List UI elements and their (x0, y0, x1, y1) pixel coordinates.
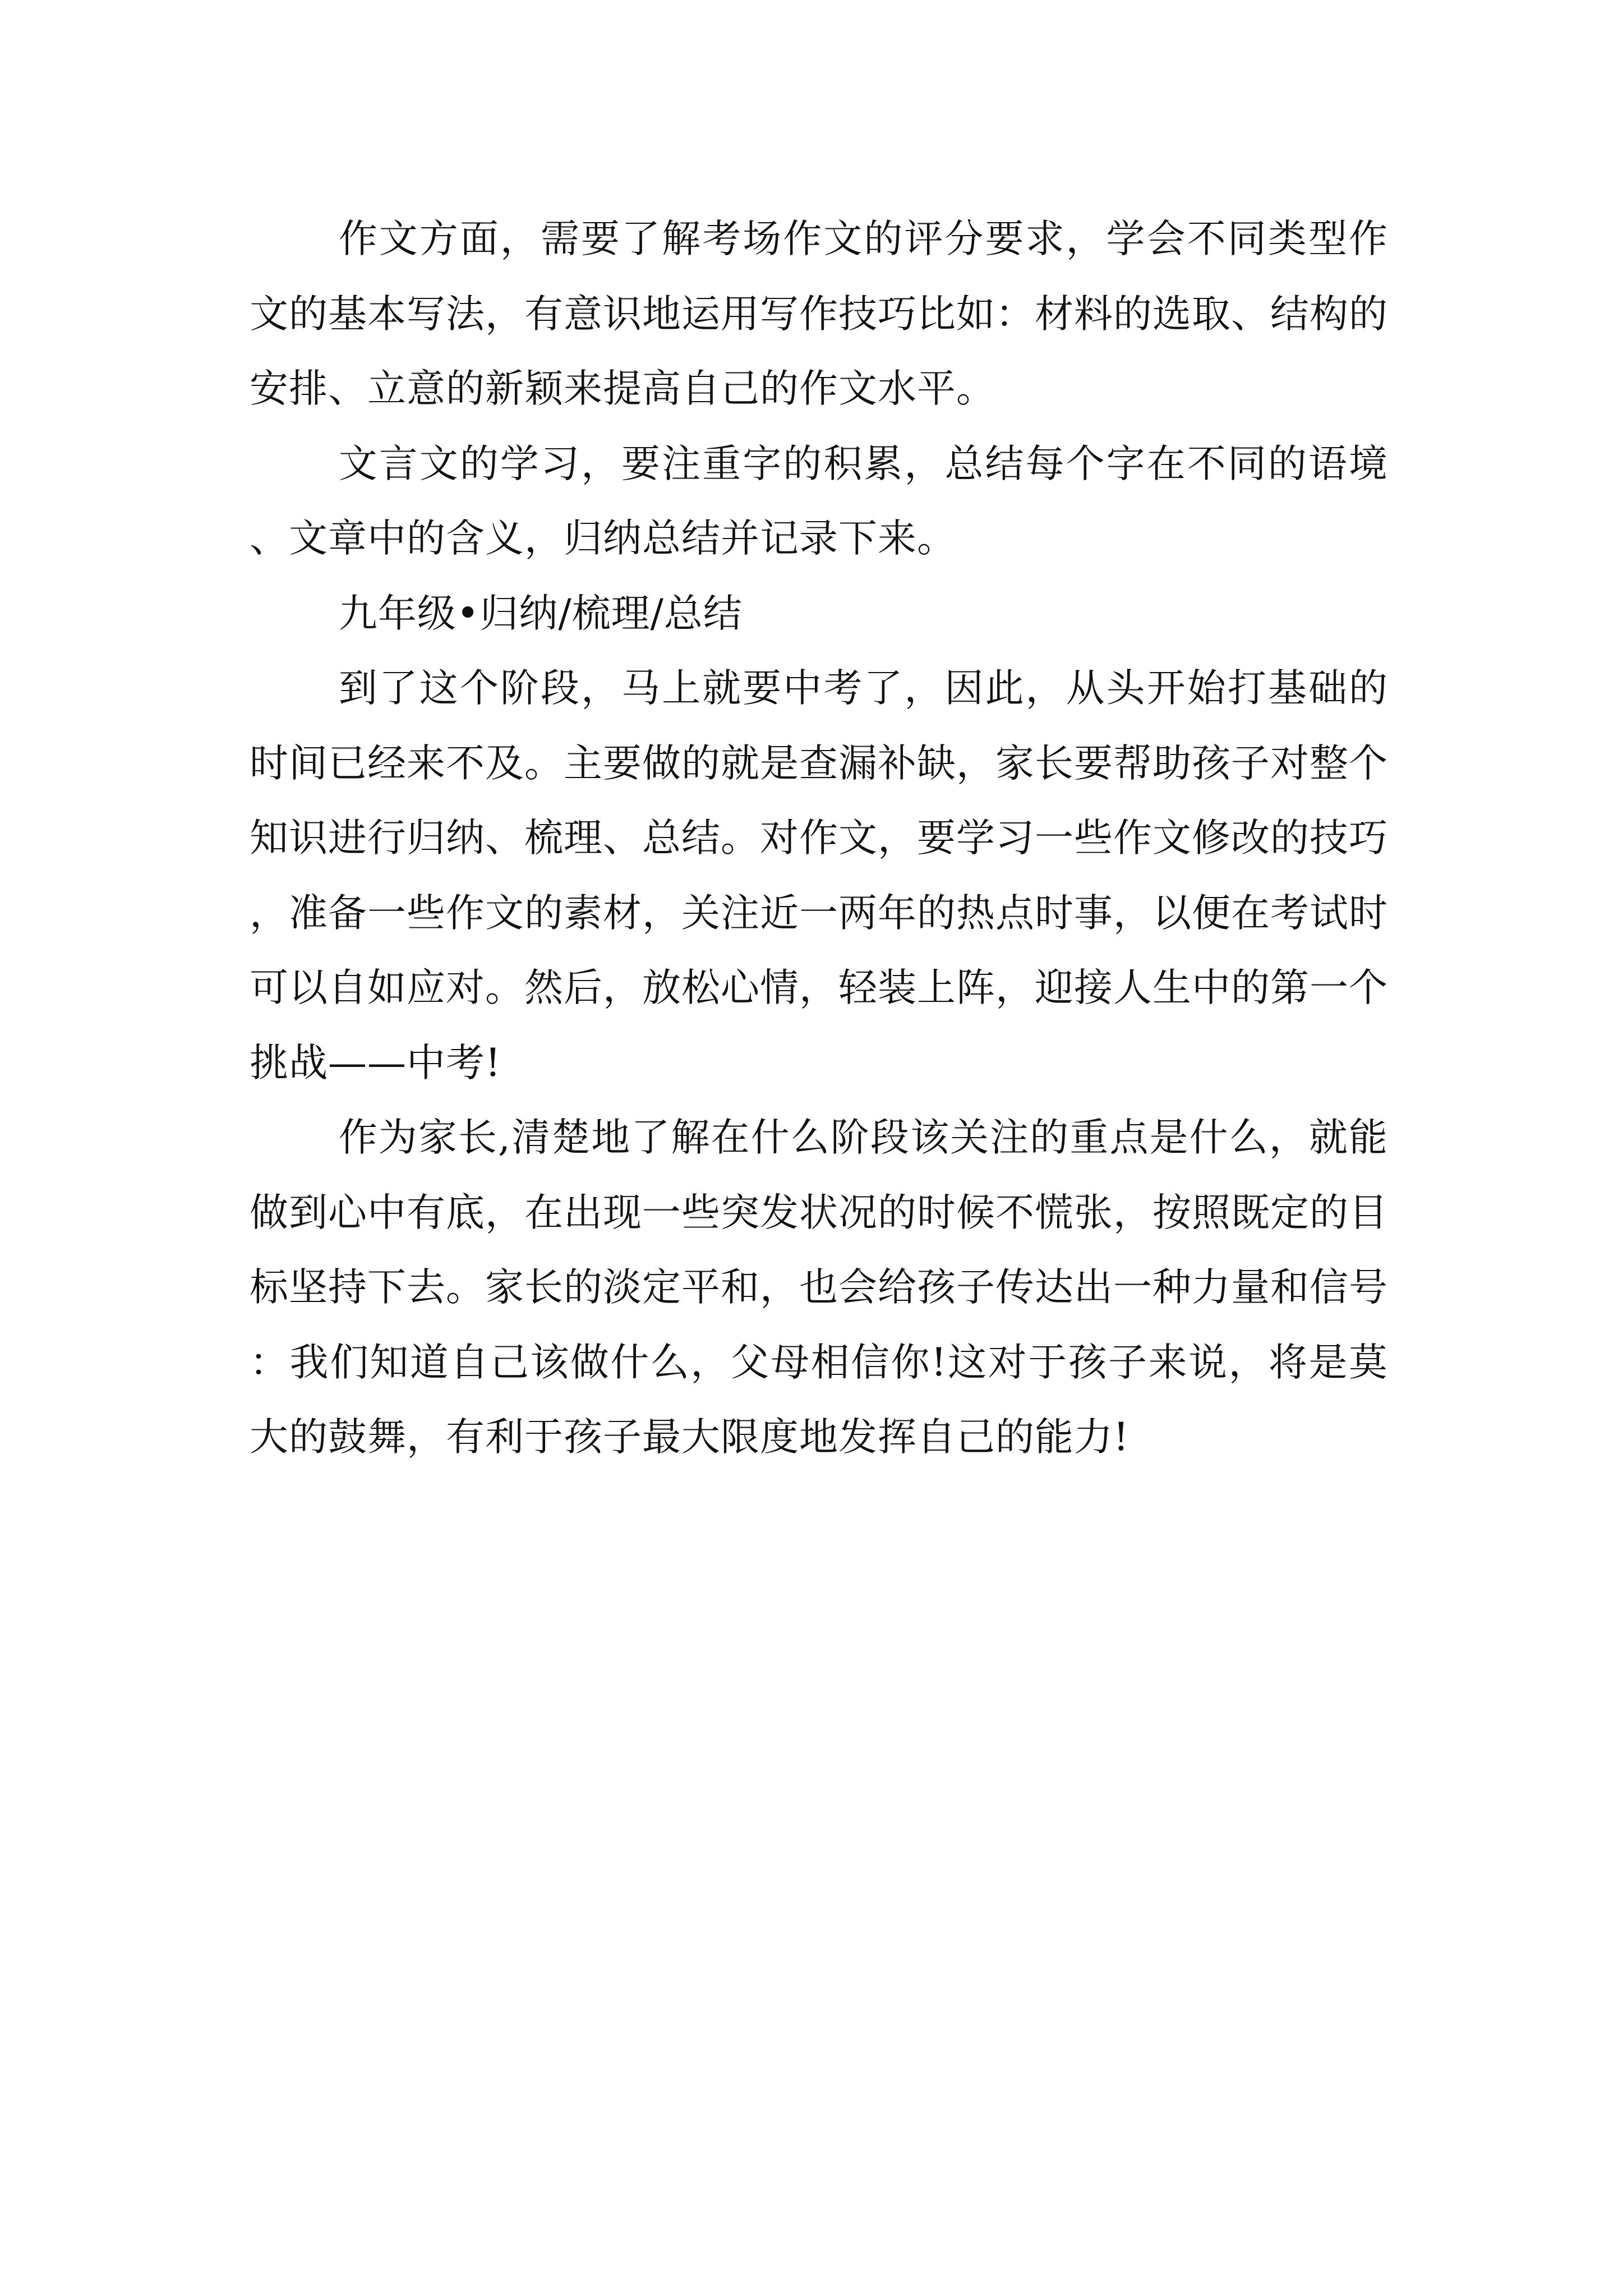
paragraph-classical-chinese: 文言文的学习，要注重字的积累，总结每个字在不同的语境、文章中的含义，归纳总结并记录下来。 (250, 441, 1388, 561)
paragraph-composition: 作文方面，需要了解考场作文的评分要求，学会不同类型作文的基本写法，有意识地运用写作技巧比如：材料的选取、结构的安排、立意的新颖来提高自己的作文水平。 (250, 217, 1388, 411)
paragraph-grade-nine: 到了这个阶段，马上就要中考了，因此，从头开始打基础的时间已经来不及。主要做的就是查漏补缺，家长要帮助孩子对整个知识进行归纳、梳理、总结。对作文，要学习一些作文修改的技巧，准备一些作文的素材，关注近一两年的热点时事，以便在考试时可以自如应对。然后，放松心情，轻装上阵，迎接人生中的第一个挑战——中考! (250, 666, 1388, 1085)
section-heading-grade-nine: 九年级•归纳/梳理/总结 (338, 591, 743, 636)
document-body (250, 202, 1388, 1475)
paragraph-parents: 作为家长,清楚地了解在什么阶段该关注的重点是什么，就能做到心中有底，在出现一些突发状况的时候不慌张，按照既定的目标坚持下去。家长的淡定平和，也会给孩子传达出一种力量和信号：我们知道自己该做什么，父母相信你!这对于孩子来说，将是莫大的鼓舞，有利于孩子最大限度地发挥自己的能力! (250, 1115, 1388, 1460)
